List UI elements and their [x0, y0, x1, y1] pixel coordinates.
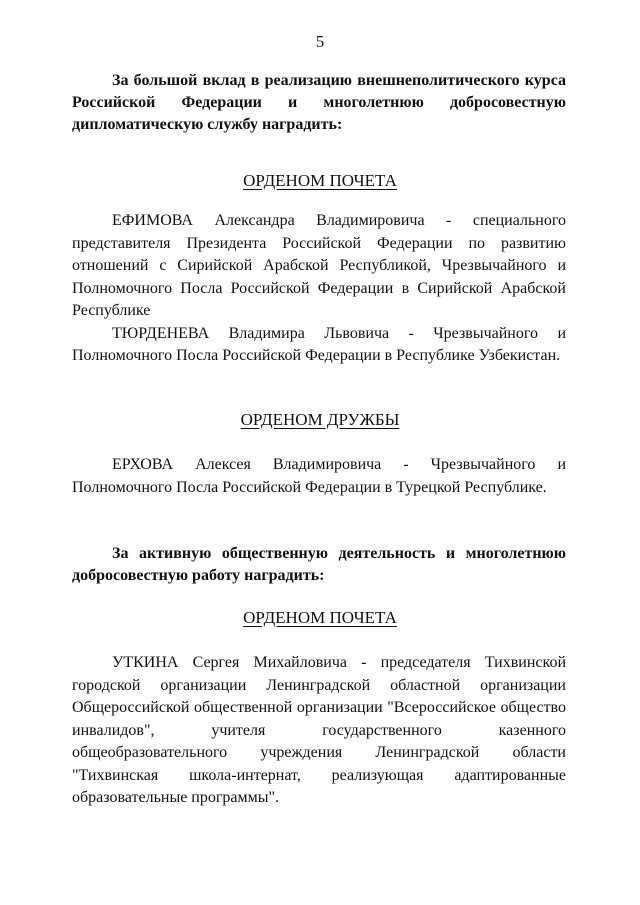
- order-title-friendship: [0, 410, 640, 430]
- award-efimov: ЕФИМОВА Александра Владимировича - специального представителя Президента Российской Федерации по развитию отношений с Сирийской Арабской Республикой, Чрезвычайного и Полномочного Посла Российской Федерации в Сирийской Арабской Республике: [72, 212, 566, 319]
- award-block-honor-2: [72, 652, 566, 810]
- award-tyurdenev: ТЮРДЕНЕВА Владимира Львовича - Чрезвычайного и Полномочного Посла Российской Федерации в Республике Узбекистан.: [72, 324, 566, 364]
- page-number: 5: [315, 32, 325, 51]
- award-block-honor-1: [72, 210, 566, 368]
- award-block-friendship: [72, 454, 566, 499]
- section1-intro: За большой вклад в реализацию внешнеполитического курса Российской Федерации и многолетнюю добросовестную дипломатическую службу наградить:: [72, 72, 566, 133]
- order-title-friendship-text: ОРДЕНОМ ДРУЖБЫ: [240, 410, 400, 429]
- order-title-honor-2: [0, 608, 640, 628]
- order-title-honor-2-text: ОРДЕНОМ ПОЧЕТА: [243, 608, 397, 627]
- order-title-honor-1-text: ОРДЕНОМ ПОЧЕТА: [243, 171, 397, 190]
- order-title-honor-1: [0, 171, 640, 191]
- section2-intro: За активную общественную деятельность и многолетнюю добросовестную работу наградить:: [72, 545, 566, 584]
- award-utkin: УТКИНА Сергея Михайловича - председателя Тихвинской городской организации Ленинградской областной организации Общероссийской общественной организации "Всероссийское общество инвалидов", учителя государственного казенного общеобразовательного учреждения Ленинградской области "Тихвинская школа-интернат, реализующая адаптированные образовательные программы".: [72, 654, 566, 806]
- award-erkhov: ЕРХОВА Алексея Владимировича - Чрезвычайного и Полномочного Посла Российской Федерации в Турецкой Республике.: [72, 456, 566, 496]
